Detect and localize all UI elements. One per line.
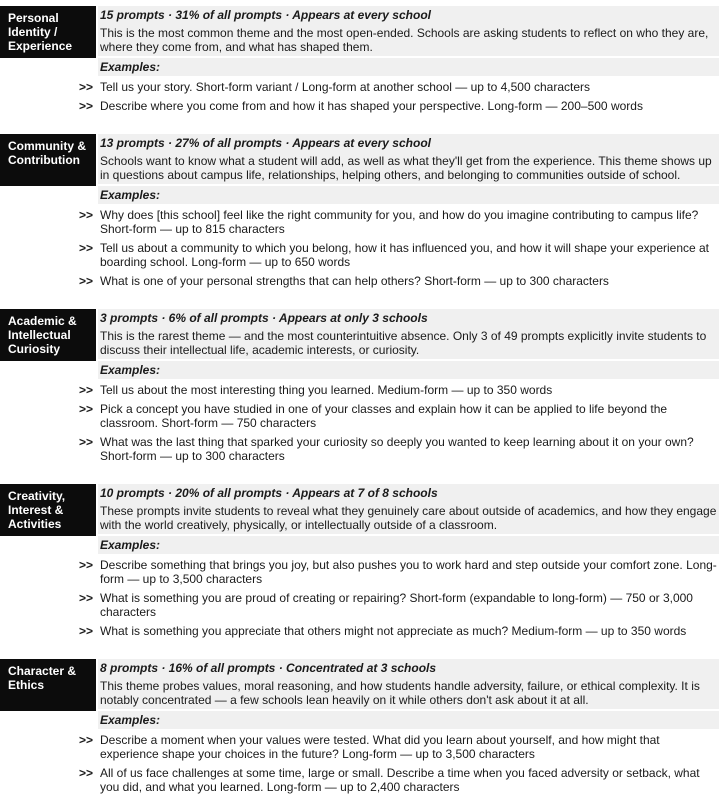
examples-heading: Examples:: [98, 711, 719, 729]
examples-heading: Examples:: [98, 58, 719, 76]
theme-character-ethics: [0, 659, 721, 793]
example-text: Describe something that brings you joy, but also pushes you to work hard and step outside your comfort zone. Long-form — up to 3,500 characters: [100, 558, 717, 586]
theme-community-contribution: [0, 134, 721, 289]
arrow-marker: >>: [79, 274, 94, 288]
theme-content: [98, 134, 719, 204]
theme-label: Community & Contribution: [0, 134, 96, 186]
theme-description: Schools want to know what a student will add, as well as what they'll get from the experience. This theme shows up in questions about campus life, relationships, helping others, and belonging to communities outside of school.: [98, 153, 719, 184]
example-text: Pick a concept you have studied in one of your classes and explain how it can be applied to life beyond the classroom. Short-form — 750 characters: [100, 402, 668, 430]
example-text: Tell us about the most interesting thing you learned. Medium-form — up to 350 words: [100, 383, 553, 397]
arrow-marker: >>: [79, 435, 94, 449]
theme-content: [98, 484, 719, 554]
arrow-marker: >>: [79, 402, 94, 416]
theme-description: These prompts invite students to reveal what they genuinely care about outside of academics, and how they engage with the world creatively, physically, or intellectually outside of a classroom.: [98, 503, 719, 534]
theme-meta: 10 prompts · 20% of all prompts · Appears at 7 of 8 schools: [98, 484, 719, 503]
theme-creativity-interest: [0, 484, 721, 639]
theme-meta: 8 prompts · 16% of all prompts · Concentrated at 3 schools: [98, 659, 719, 678]
theme-academic-curiosity: [0, 309, 721, 464]
theme-description: This theme probes values, moral reasoning, and how students handle adversity, failure, or ethical complexity. It is notably concentrated — a few schools lean heavily on it while others don't ask about it at all.: [98, 678, 719, 709]
theme-content: [98, 6, 719, 76]
arrow-marker: >>: [79, 241, 94, 255]
example-text: Tell us your story. Short-form variant / Long-form at another school — up to 4,500 characters: [100, 80, 591, 94]
examples-heading: Examples:: [98, 361, 719, 379]
arrow-marker: >>: [79, 733, 94, 747]
theme-content: [98, 309, 719, 379]
arrow-marker: >>: [79, 383, 94, 397]
example-text: What was the last thing that sparked your curiosity so deeply you wanted to keep learning about it on your own? Short-form — up to 300 characters: [100, 435, 694, 463]
arrow-marker: >>: [79, 99, 94, 113]
theme-description: This is the most common theme and the most open-ended. Schools are asking students to reflect on who they are, where they come from, and what has shaped them.: [98, 25, 719, 56]
theme-label: Personal Identity / Experience: [0, 6, 96, 58]
example-text: What is one of your personal strengths that can help others? Short-form — up to 300 characters: [100, 274, 609, 288]
arrow-marker: >>: [79, 558, 94, 572]
arrow-marker: >>: [79, 766, 94, 780]
theme-meta: 15 prompts · 31% of all prompts · Appears at every school: [98, 6, 719, 25]
examples-heading: Examples:: [98, 186, 719, 204]
theme-personal-identity: [0, 6, 721, 116]
theme-label: Character & Ethics: [0, 659, 96, 711]
example-text: Describe where you come from and how it has shaped your perspective. Long-form — 200–500 words: [100, 99, 643, 113]
theme-content: [98, 659, 719, 729]
arrow-marker: >>: [79, 624, 94, 638]
arrow-marker: >>: [79, 591, 94, 605]
example-text: Why does [this school] feel like the right community for you, and how do you imagine contributing to campus life? Short-form — up to 815 characters: [100, 208, 699, 236]
theme-meta: 13 prompts · 27% of all prompts · Appears at every school: [98, 134, 719, 153]
arrow-marker: >>: [79, 208, 94, 222]
example-text: What is something you appreciate that others might not appreciate as much? Medium-form — up to 350 words: [100, 624, 687, 638]
examples-heading: Examples:: [98, 536, 719, 554]
example-text: Tell us about a community to which you belong, how it has influenced you, and how it will shape your experience at boarding school. Long-form — up to 650 words: [100, 241, 710, 269]
example-text: All of us face challenges at some time, large or small. Describe a time when you faced adversity or setback, what you did, and what you learned. Long-form — up to 2,400 characters: [100, 766, 700, 794]
theme-description: This is the rarest theme — and the most counterintuitive absence. Only 3 of 49 prompts explicitly invite students to discuss their intellectual life, academic interests, or curiosity.: [98, 328, 719, 359]
example-text: What is something you are proud of creating or repairing? Short-form (expandable to long-form) — 750 or 3,000 characters: [100, 591, 693, 619]
theme-meta: 3 prompts · 6% of all prompts · Appears at only 3 schools: [98, 309, 719, 328]
example-text: Describe a moment when your values were tested. What did you learn about yourself, and how might that experience shape your choices in the future? Long-form — up to 3,500 characters: [100, 733, 660, 761]
theme-label: Creativity, Interest & Activities: [0, 484, 96, 536]
theme-label: Academic & Intellectual Curiosity: [0, 309, 96, 361]
arrow-marker: >>: [79, 80, 94, 94]
